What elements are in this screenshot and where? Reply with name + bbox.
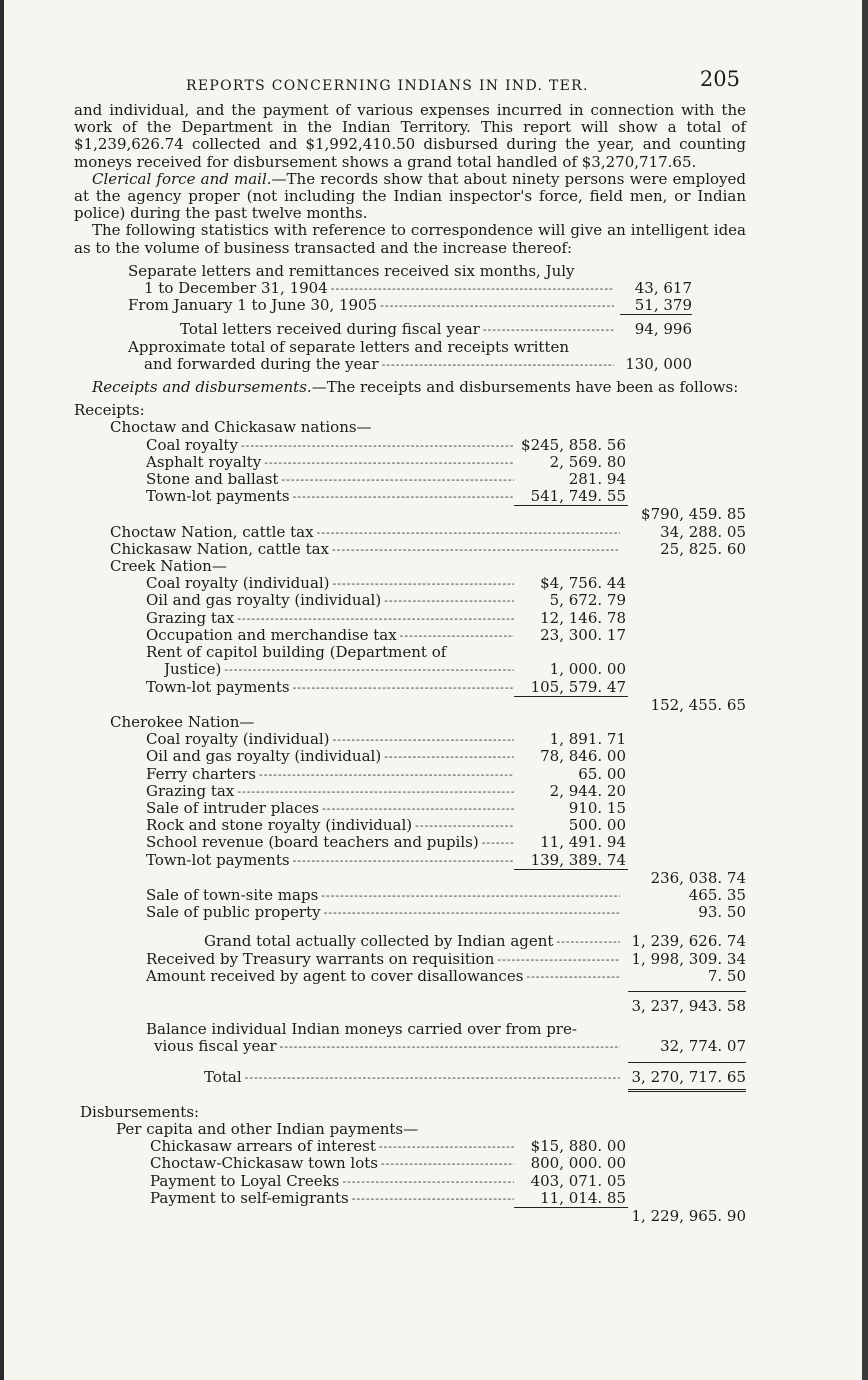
receipts-total-amount: 3, 270, 717. 65	[631, 1067, 746, 1086]
table-row: Received by Treasury warrants on requisition ----- 1, 998, 309. 34	[74, 951, 746, 968]
table-row: Asphalt royalty ----- 2, 569. 80	[74, 454, 746, 471]
table-row: Chickasaw arrears of interest ----- $15, 880. 00	[74, 1138, 746, 1155]
receipts-table	[74, 402, 746, 1092]
creek-heading: Creek Nation—	[110, 557, 227, 576]
table-row: Grazing tax ----- 12, 146. 78	[74, 610, 746, 627]
table-row: Occupation and merchandise tax ----- 23, 300. 17	[74, 627, 746, 644]
table-row: Town-lot payments ----- 541, 749. 55	[74, 488, 746, 505]
creek-subtotal: 152, 455. 65	[650, 695, 746, 714]
table-row	[74, 1069, 746, 1086]
table-row: Grazing tax ----- 2, 944. 20	[74, 783, 746, 800]
table-row: Grand total actually collected by Indian agent ----- 1, 239, 626. 74	[74, 933, 746, 950]
intro-paragraph: and individual, and the payment of various expenses incurred in connection with the work of the Department in the Indian Territory. This report will show a total of $1,239,626.74 collected and $1,992,410.50 disbursed during the year, and counting moneys received for disbursement shows a grand total handled of $3,270,717.65.	[74, 101, 746, 171]
clerical-heading: Clerical force and mail.	[92, 169, 272, 188]
page-number: 205	[699, 67, 740, 91]
corr-total-label: Total letters received during fiscal year	[180, 321, 480, 339]
running-header	[74, 62, 746, 102]
corr-approx-line1: Approximate total of separate letters and receipts written	[128, 337, 570, 356]
per-capita-heading: Per capita and other Indian payments—	[116, 1119, 419, 1138]
table-row: Choctaw Nation, cattle tax ----- 34, 288. 05	[74, 524, 746, 541]
table-row: Town-lot payments ----- 105, 579. 47	[74, 679, 746, 696]
table-row: Sale of public property ----- 93. 50	[74, 904, 746, 921]
table-row: Rock and stone royalty (individual) ----- 500. 00	[74, 817, 746, 834]
table-row: Coal royalty ----- $245, 858. 56	[74, 437, 746, 454]
corr-approx-line2: and forwarded during the year	[144, 355, 379, 373]
correspondence-table	[74, 263, 746, 373]
table-row: Coal royalty (individual) ----- 1, 891. 71	[74, 731, 746, 748]
table-row: Oil and gas royalty (individual) ----- 5, 672. 79	[74, 592, 746, 609]
creek-rent-line1: Rent of capitol building (Department of	[146, 643, 447, 662]
per-capita-subtotal: 1, 229, 965. 90	[631, 1206, 746, 1225]
receipts-heading: Receipts:	[74, 401, 145, 420]
table-row: Payment to self-emigrants ----- 11, 014. 85	[74, 1190, 746, 1207]
correspondence-intro: The following statistics with reference to correspondence will give an intelligent idea as to the volume of business transacted and the increase thereof:	[74, 221, 746, 257]
table-row: Amount received by agent to cover disallowances ----- 7. 50	[74, 968, 746, 985]
balance-line1: Balance individual Indian moneys carried over from pre-	[146, 1020, 577, 1039]
clerical-text: —The records show that about ninety persons were employed at the agency proper (not including the Indian inspector's force, field men, or Indian police) during the past twelve months.	[74, 169, 746, 223]
receipts-sum: 3, 237, 943. 58	[631, 996, 746, 1015]
running-title: REPORTS CONCERNING INDIANS IN IND. TER.	[186, 78, 589, 94]
corr-row1-line1: Separate letters and remittances received six months, July	[128, 261, 575, 280]
table-row: Sale of town-site maps ----- 465. 35	[74, 887, 746, 904]
scan-edge-right	[862, 0, 868, 1380]
receipts-intro-text: —The receipts and disbursements have been as follows:	[311, 378, 739, 397]
table-row: Town-lot payments ----- 139, 389. 74	[74, 852, 746, 869]
table-row: Choctaw-Chickasaw town lots ----- 800, 000. 00	[74, 1155, 746, 1172]
disbursements-table	[74, 1104, 746, 1225]
corr-row1-value: 43, 617	[634, 279, 692, 298]
choctaw-chickasaw-heading: Choctaw and Chickasaw nations—	[110, 418, 372, 437]
document-page	[74, 62, 746, 1225]
receipts-total-label: Total	[204, 1068, 242, 1086]
corr-row2-value: 51, 379	[634, 296, 692, 315]
corr-row1-line2: 1 to December 31, 1904	[144, 280, 328, 298]
corr-total-value: 94, 996	[634, 320, 692, 339]
cherokee-subtotal: 236, 038. 74	[650, 868, 746, 887]
clerical-paragraph	[74, 171, 746, 223]
table-row: Stone and ballast ----- 281. 94	[74, 471, 746, 488]
table-row: vious fiscal year ----- 32, 774. 07	[74, 1038, 746, 1055]
corr-approx-value: 130, 000	[625, 354, 692, 373]
scan-edge-left	[0, 0, 4, 1380]
table-row: Oil and gas royalty (individual) ----- 78, 846. 00	[74, 748, 746, 765]
table-row: Coal royalty (individual) ----- $4, 756. 44	[74, 575, 746, 592]
receipts-intro-heading: Receipts and disbursements.	[92, 378, 312, 397]
table-row: Sale of intruder places ----- 910. 15	[74, 800, 746, 817]
table-row: Payment to Loyal Creeks ----- 403, 071. 05	[74, 1173, 746, 1190]
table-row: Justice) ----- 1, 000. 00	[74, 661, 746, 678]
table-row: School revenue (board teachers and pupils) ----- 11, 491. 94	[74, 834, 746, 851]
table-row: Ferry charters ----- 65. 00	[74, 766, 746, 783]
corr-row2-label: From January 1 to June 30, 1905	[128, 297, 378, 315]
receipts-intro-paragraph	[74, 379, 746, 396]
table-row: Chickasaw Nation, cattle tax ----- 25, 825. 60	[74, 541, 746, 558]
disbursements-heading: Disbursements:	[80, 1102, 200, 1121]
choctaw-chickasaw-subtotal: $790, 459. 85	[641, 505, 746, 524]
cherokee-heading: Cherokee Nation—	[110, 712, 255, 731]
